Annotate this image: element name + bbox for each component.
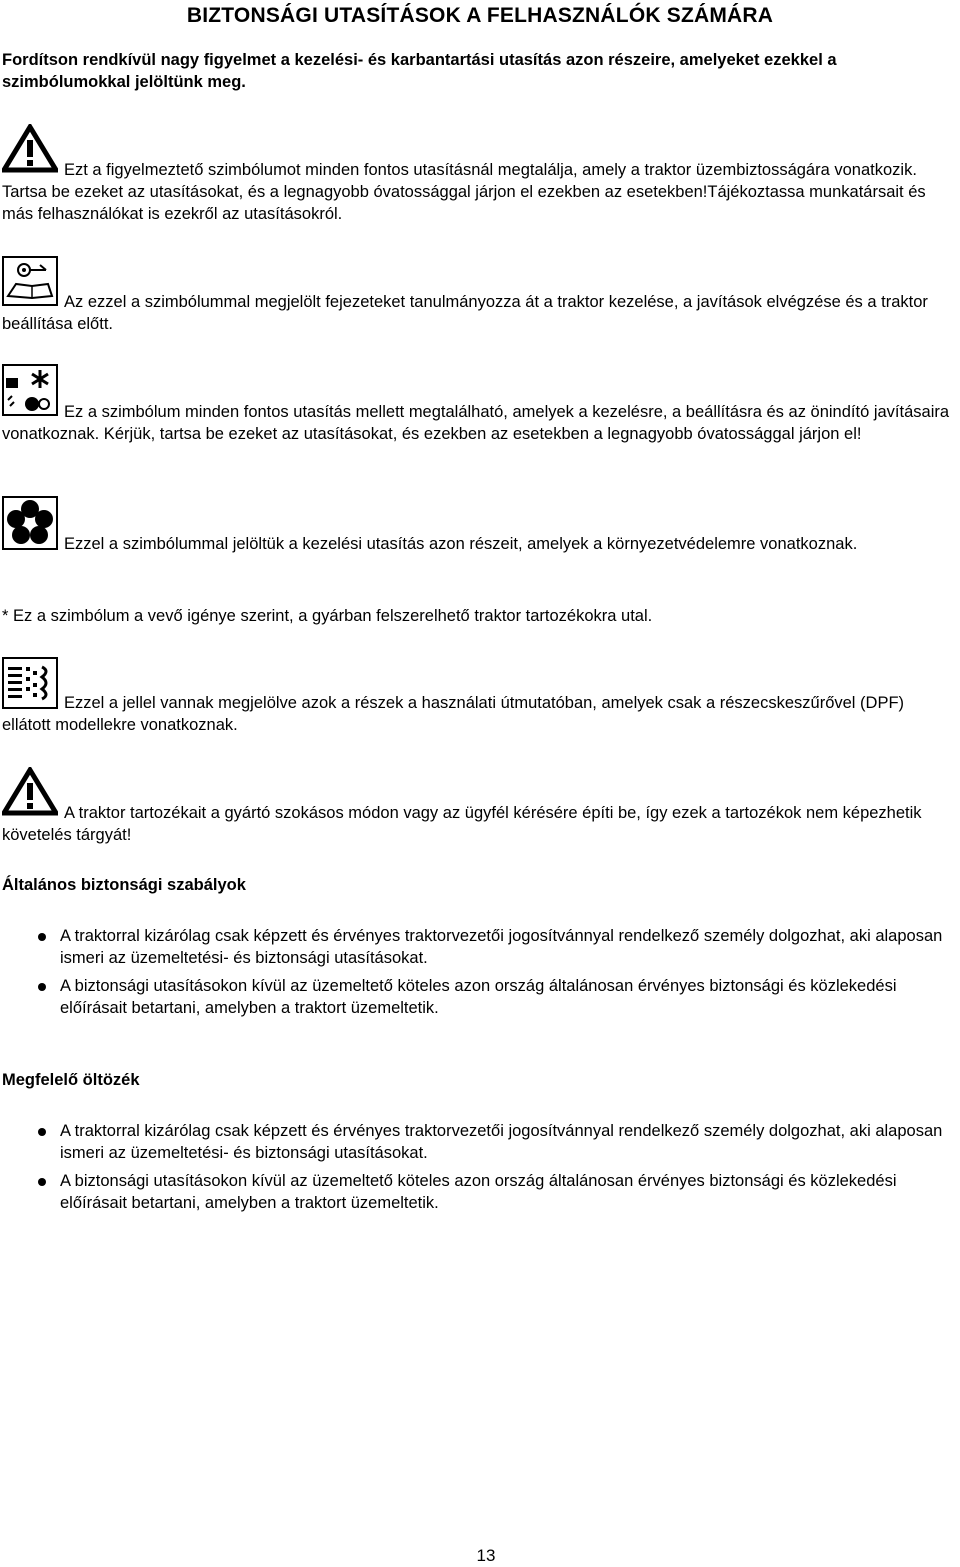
- bullet-icon: [38, 1178, 46, 1186]
- general-safety-list: [0, 925, 950, 1025]
- symbol-manual-text: Az ezzel a szimbólummal megjelölt fejezeteket tanulmányozza át a traktor kezelése, a javítások elvégzése és a traktor beállítása előtt.: [2, 293, 928, 333]
- warning-triangle-icon: [2, 767, 58, 823]
- symbol-warning-text: Ezt a figyelmeztető szimbólumot minden fontos utasításnál megtalálja, amely a traktor üzembiztosságára vonatkozik. Tartsa be ezeket az utasításokat, és a legnagyobb óvatossággal járjon el ezekben az esetekben!Tájékoztassa munkatársait és más felhasználókat is ezekről az utasításokról.: [2, 161, 926, 223]
- symbol-dpf-text: Ezzel a jellel vannak megjelölve azok a részek a használati útmutatóban, amelyek csak a részecskeszűrővel (DPF) ellátott modellekre vonatkoznak.: [2, 694, 905, 734]
- symbol-environment-block: [2, 496, 957, 555]
- accessory-note: * Ez a szimbólum a vevő igénye szerint, a gyárban felszerelhető traktor tartozékokra utal.: [2, 607, 653, 625]
- symbol-starter-block: [2, 364, 957, 445]
- manual-book-icon: [2, 256, 58, 312]
- page-title: BIZTONSÁGI UTASÍTÁSOK A FELHASZNÁLÓK SZÁMÁRA: [186, 4, 774, 27]
- warning-triangle-icon: [2, 124, 58, 180]
- section-heading-general-safety: Általános biztonsági szabályok: [2, 876, 246, 894]
- symbol-dpf-block: [2, 657, 957, 736]
- environment-flower-icon: [2, 496, 58, 552]
- symbol-accessory-warning-text: A traktor tartozékait a gyártó szokásos módon vagy az ügyfél kérésére építi be, így ezek a tartozékok nem képezhetik követelés tárgyát!: [2, 804, 922, 844]
- bullet-icon: [38, 933, 46, 941]
- symbol-accessory-warning-block: [2, 767, 957, 846]
- starter-repair-icon: [2, 364, 58, 420]
- section-heading-proper-clothing: Megfelelő öltözék: [2, 1071, 140, 1089]
- symbol-environment-text: Ezzel a szimbólummal jelöltük a kezelési utasítás azon részeit, amelyek a környezetvédelemre vonatkoznak.: [64, 535, 858, 553]
- bullet-icon: [38, 1128, 46, 1136]
- page-number: 13: [476, 1546, 496, 1565]
- intro-paragraph: Fordítson rendkívül nagy figyelmet a kezelési- és karbantartási utasítás azon részeire, amelyeket ezekkel a szimbólumokkal jelöltünk meg.: [2, 51, 837, 91]
- dpf-filter-icon: [2, 657, 58, 713]
- symbol-warning-block: [2, 124, 957, 225]
- bullet-icon: [38, 983, 46, 991]
- list-item: A biztonsági utasításokon kívül az üzemeltető köteles azon ország általánosan érvényes biztonsági és közlekedési előírásait betartani, amelyben a traktort üzemeltetik.: [0, 975, 950, 1019]
- list-item: A biztonsági utasításokon kívül az üzemeltető köteles azon ország általánosan érvényes biztonsági és közlekedési előírásait betartani, amelyben a traktort üzemeltetik.: [0, 1170, 950, 1214]
- proper-clothing-list: [0, 1120, 950, 1220]
- list-item: A traktorral kizárólag csak képzett és érvényes traktorvezetői jogosítvánnyal rendelkező személy dolgozhat, aki alaposan ismeri az üzemeltetési- és biztonsági utasításokat.: [0, 925, 950, 969]
- symbol-manual-block: [2, 256, 957, 335]
- list-item: A traktorral kizárólag csak képzett és érvényes traktorvezetői jogosítvánnyal rendelkező személy dolgozhat, aki alaposan ismeri az üzemeltetési- és biztonsági utasításokat.: [0, 1120, 950, 1164]
- symbol-starter-text: Ez a szimbólum minden fontos utasítás mellett megtalálható, amelyek a kezelésre, a beállításra és az önindító javításaira vonatkoznak. Kérjük, tartsa be ezeket az utasításokat, és ezekben az esetekben a legnagyobb óvatossággal járjon el!: [2, 403, 950, 443]
